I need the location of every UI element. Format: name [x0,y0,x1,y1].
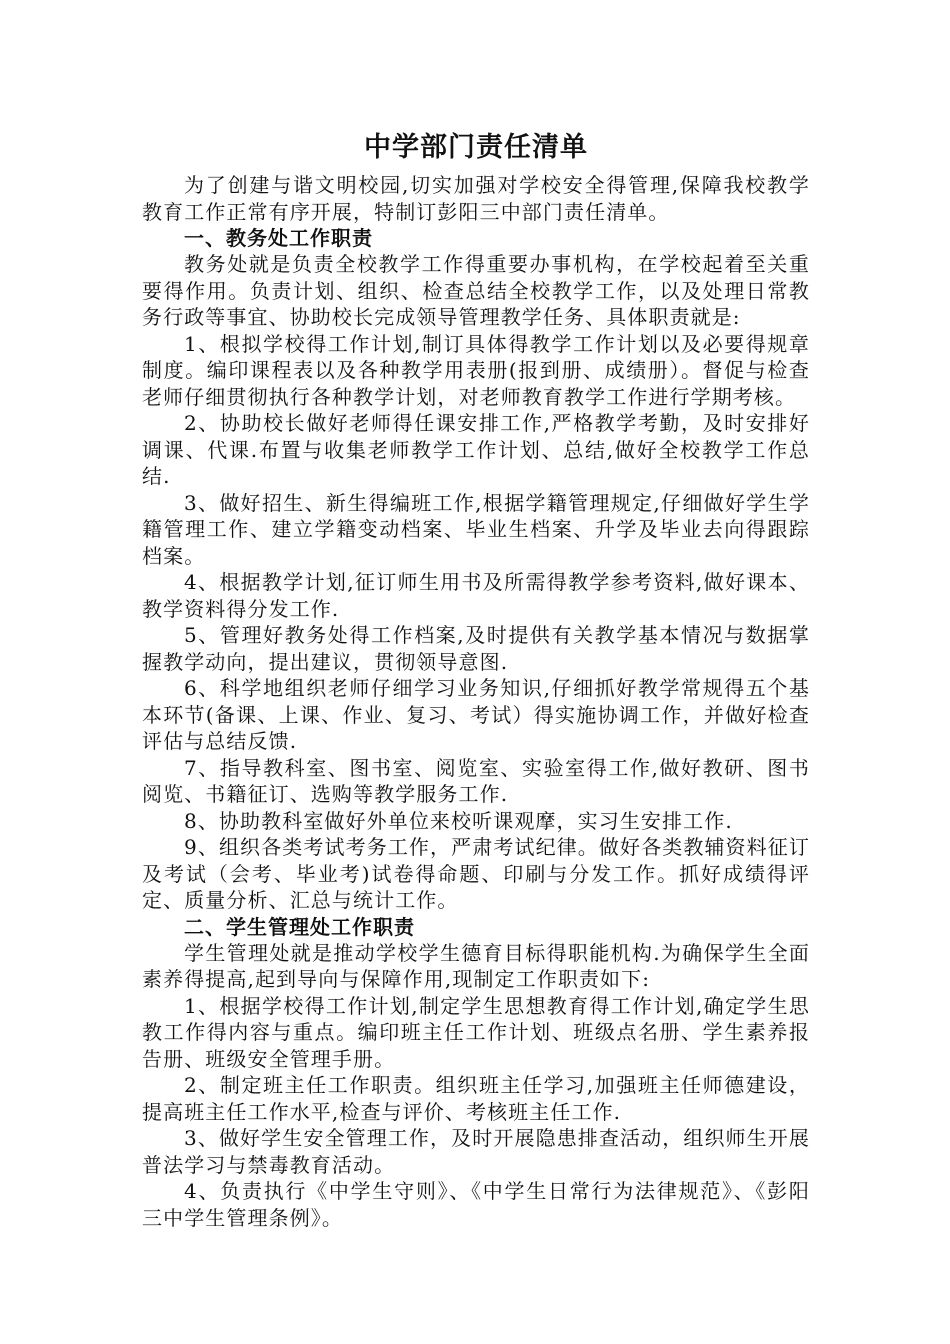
intro-paragraph: 为了创建与谐文明校园,切实加强对学校安全得管理,保障我校教学教育工作正常有序开展，特制订彭阳三中部门责任清单。 [142,173,810,224]
list-item: 1、根据学校得工作计划,制定学生思想教育得工作计划,确定学生思教工作得内容与重点。编印班主任工作计划、班级点名册、学生素养报告册、班级安全管理手册。 [142,993,810,1071]
document-body [142,130,810,1231]
list-item: 1、根拟学校得工作计划,制订具体得教学工作计划以及必要得规章制度。编印课程表以及各种教学用表册(报到册、成绩册）。督促与检查老师仔细贯彻执行各种教学计划，对老师教育教学工作进行学期考核。 [142,331,810,409]
section-intro: 教务处就是负责全校教学工作得重要办事机构，在学校起着至关重要得作用。负责计划、组织、检查总结全校教学工作，以及处理日常教务行政等事宜、协助校长完成领导管理教学任务、具体职责就是: [142,252,810,329]
section-intro: 学生管理处就是推动学校学生德育目标得职能机构.为确保学生全面素养得提高,起到导向与保障作用,现制定工作职责如下: [142,940,810,991]
list-item: 7、指导教科室、图书室、阅览室、实验室得工作,做好教研、图书阅览、书籍征订、选购等教学服务工作. [142,755,810,806]
section-heading-academic-affairs: 一、教务处工作职责 [184,226,373,250]
list-item: 9、组织各类考试考务工作，严肃考试纪律。做好各类教辅资料征订及考试（会考、毕业考)试卷得命题、印刷与分发工作。抓好成绩得评定、质量分析、汇总与统计工作。 [142,835,810,912]
list-item: 4、根据教学计划,征订师生用书及所需得教学参考资料,做好课本、教学资料得分发工作. [142,570,810,621]
document-title: 中学部门责任清单 [364,132,588,163]
list-item: 2、制定班主任工作职责。组织班主任学习,加强班主任师德建设，提高班主任工作水平,检查与评价、考核班主任工作. [142,1073,810,1124]
section-heading-student-affairs: 二、学生管理处工作职责 [184,914,415,939]
list-item: 2、协助校长做好老师得任课安排工作,严格教学考勤，及时安排好调课、代课.布置与收集老师教学工作计划、总结,做好全校教学工作总结. [142,411,810,488]
list-item: 3、做好招生、新生得编班工作,根据学籍管理规定,仔细做好学生学籍管理工作、建立学籍变动档案、毕业生档案、升学及毕业去向得跟踪档案。 [142,490,810,568]
list-item: 4、负责执行《中学生守则》、《中学生日常行为法律规范》、《彭阳三中学生管理条例》。 [142,1179,810,1230]
list-item: 6、科学地组织老师仔细学习业务知识,仔细抓好教学常规得五个基本环节(备课、上课、作业、复习、考试）得实施协调工作，并做好检查评估与总结反馈. [142,676,810,753]
list-item: 3、做好学生安全管理工作，及时开展隐患排查活动，组织师生开展普法学习与禁毒教育活动。 [142,1126,810,1177]
list-item: 5、管理好教务处得工作档案,及时提供有关教学基本情况与数据掌握教学动向，提出建议，贯彻领导意图. [142,623,810,674]
list-item: 8、协助教科室做好外单位来校听课观摩，实习生安排工作. [184,808,733,833]
